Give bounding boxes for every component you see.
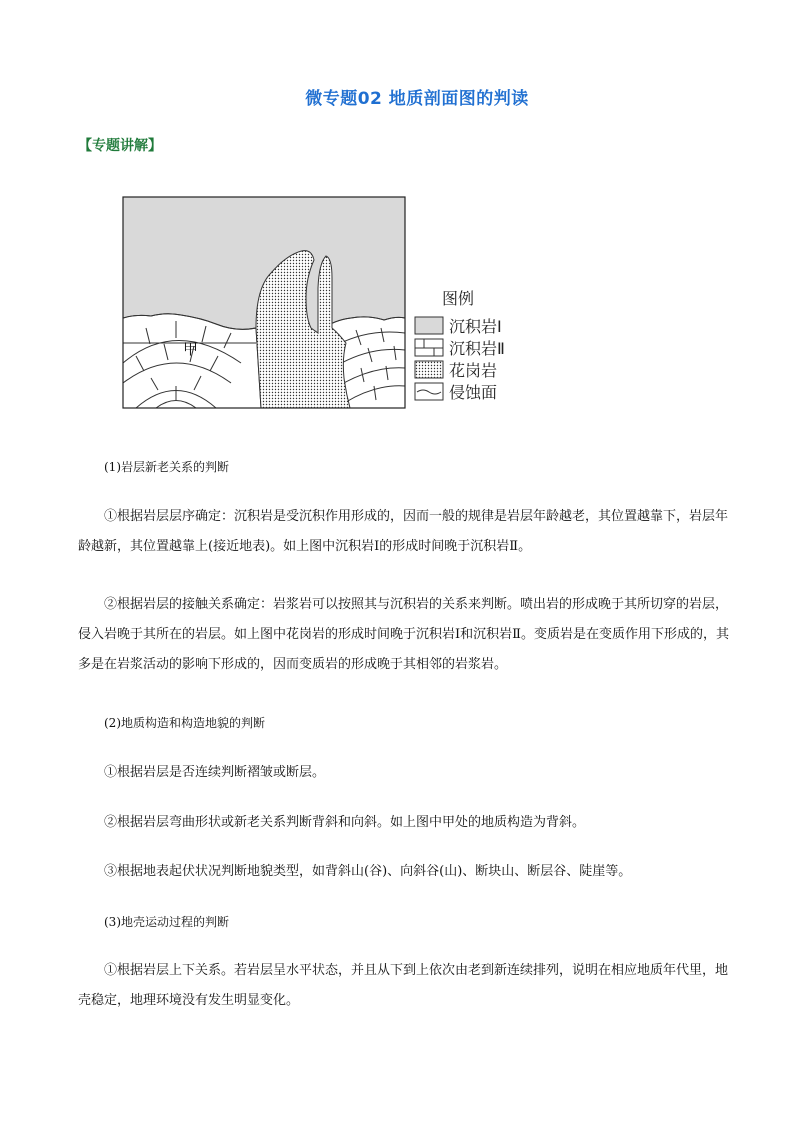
paragraph-landform-type: ③根据地表起伏状况判断地貌类型，如背斜山(谷)、向斜谷(山)、断块山、断层谷、陡崖等。 xyxy=(104,864,632,879)
legend-label-1: 沉积岩Ⅰ xyxy=(449,317,502,336)
heading-rock-age: (1)岩层新老关系的判断 xyxy=(104,460,229,474)
legend-label-4: 侵蚀面 xyxy=(449,383,498,402)
geologic-cross-section-figure xyxy=(106,178,538,428)
paragraph-horizontal-strata: ①根据岩层上下关系。若岩层呈水平状态，并且从下到上依次由老到新连续排列，说明在相应地质年代里，地壳稳定，地理环境没有发生明显变化。 xyxy=(78,963,729,1008)
heading-crustal-movement: (3)地壳运动过程的判断 xyxy=(104,915,229,929)
section-label: 【专题讲解】 xyxy=(78,138,162,154)
place-label-jia: 甲 xyxy=(183,340,199,358)
heading-structure: (2)地质构造和构造地貌的判断 xyxy=(104,716,265,730)
legend-swatch-sedimentary-1 xyxy=(415,317,443,334)
paragraph-fold-fault: ①根据岩层是否连续判断褶皱或断层。 xyxy=(104,765,326,780)
legend-label-3: 花岗岩 xyxy=(449,361,498,380)
legend-title: 图例 xyxy=(442,289,475,308)
paragraph-anticline-syncline: ②根据岩层弯曲形状或新老关系判断背斜和向斜。如上图中甲处的地质构造为背斜。 xyxy=(104,815,586,830)
legend-label-2: 沉积岩Ⅱ xyxy=(449,339,505,358)
paragraph-contact-relation: ②根据岩层的接触关系确定：岩浆岩可以按照其与沉积岩的关系来判断。喷出岩的形成晚于其所切穿的岩层，侵入岩晚于其所在的岩层。如上图中花岗岩的形成时间晚于沉积岩Ⅰ和沉积岩Ⅱ。变质岩是在变质作用下形成的，其多是在岩浆活动的影响下形成的，因而变质岩的形成晚于其相邻的岩浆岩。 xyxy=(78,597,729,672)
paragraph-stratigraphic-order: ①根据岩层层序确定：沉积岩是受沉积作用形成的，因而一般的规律是岩层年龄越老，其位置越靠下，岩层年龄越新，其位置越靠上(接近地表)。如上图中沉积岩Ⅰ的形成时间晚于沉积岩Ⅱ。 xyxy=(78,509,729,554)
legend-swatch-granite xyxy=(415,361,443,378)
page-title: 微专题02 地质剖面图的判读 xyxy=(305,89,529,109)
